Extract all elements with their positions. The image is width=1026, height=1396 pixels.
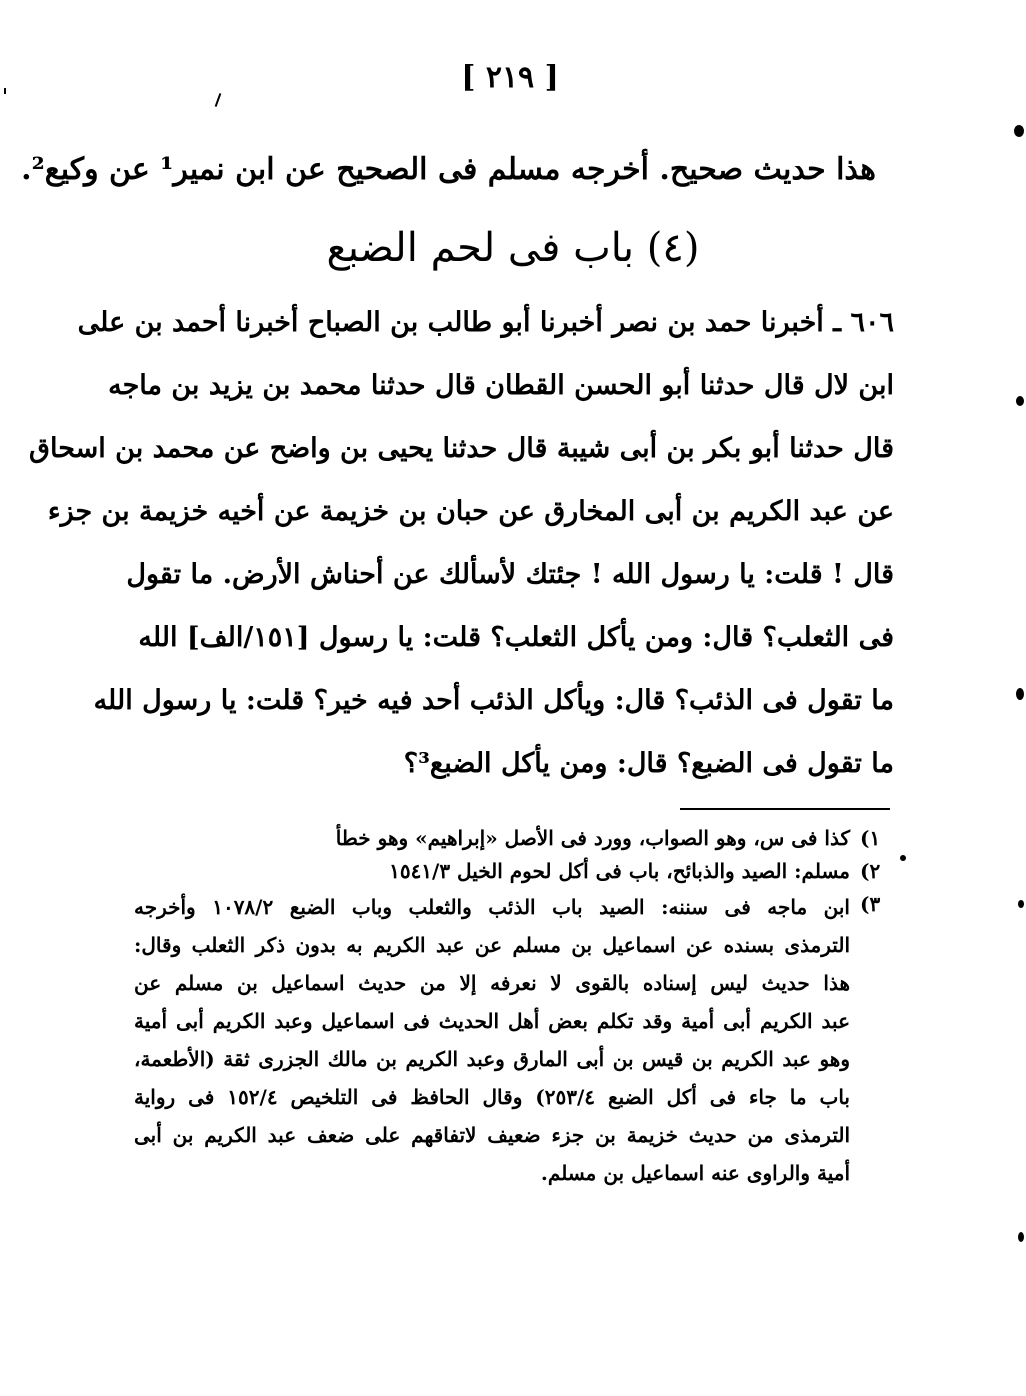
text-line: فى الثعلب؟ قال: ومن يأكل الثعلب؟ قلت: يا رسول [١٥١/الف] الله <box>138 622 894 653</box>
footnote-number: ٢) <box>860 859 881 883</box>
footnote-number: ١) <box>860 826 881 850</box>
text-line: قال ! قلت: يا رسول الله ! جئتك لأسألك عن أحناش الأرض. ما تقول <box>126 559 894 590</box>
footnote-line: عبد الكريم أبى أمية وقد تكلم بعض أهل الحديث فى اسماعيل وعبد الكريم أبى أمية <box>134 1009 851 1033</box>
scan-mark <box>1016 396 1024 406</box>
text-line: ما تقول فى الضبع؟ قال: ومن يأكل الضبع³؟ <box>403 748 894 779</box>
footnote-separator <box>680 808 890 810</box>
footnote <box>134 888 894 1192</box>
footnote-line: الترمذى بسنده عن اسماعيل بن مسلم عن عبد الكريم به بدون ذكر الثعلب وقال: <box>134 933 850 957</box>
intro-line: هذا حديث صحيح. أخرجه مسلم فى الصحيح عن ابن نمير¹ عن وكيع². <box>21 152 876 187</box>
text-line: قال حدثنا أبو بكر بن أبى شيبة قال حدثنا يحيى بن واضح عن محمد بن اسحاق <box>29 433 894 464</box>
footnote-line: كذا فى س، وهو الصواب، وورد فى الأصل «إبراهيم» وهو خطأ <box>335 826 850 850</box>
footnotes <box>134 822 894 1192</box>
text-line: ٦٠٦ ـ أخبرنا حمد بن نصر أخبرنا أبو طالب بن الصباح أخبرنا أحمد بن على <box>77 307 894 338</box>
text-line: ابن لال قال حدثنا أبو الحسن القطان قال حدثنا محمد بن يزيد بن ماجه <box>108 370 894 401</box>
page-number: [ ٢١٩ ] <box>461 60 559 95</box>
footnote-line: هذا حديث ليس إسناده بالقوى لا نعرفه إلا من حديث اسماعيل بن مسلم عن <box>134 971 850 995</box>
footnote <box>134 822 894 855</box>
scan-mark <box>1014 125 1024 137</box>
scan-mark <box>215 93 222 107</box>
footnote-line: وهو عبد الكريم بن قيس بن أبى المارق وعبد الكريم بن مالك الجزرى ثقة (الأطعمة، <box>134 1047 850 1071</box>
footnote <box>134 855 894 888</box>
scan-mark <box>1016 688 1024 700</box>
scan-mark <box>900 855 906 861</box>
footnote-line: مسلم: الصيد والذبائح، باب فى أكل لحوم الخيل ١٥٤١/٣ <box>389 859 850 883</box>
scan-mark <box>1018 900 1024 908</box>
scan-mark <box>1018 1232 1024 1242</box>
text-line: عن عبد الكريم بن أبى المخارق عن حبان بن خزيمة عن أخيه خزيمة بن جزء <box>47 496 894 527</box>
chapter-heading: (٤) باب فى لحم الضبع <box>326 225 700 271</box>
footnote-line: باب ما جاء فى أكل الضبع ٢٥٣/٤) وقال الحافظ فى التلخيص ١٥٢/٤ فى رواية <box>134 1085 850 1109</box>
hadith-text <box>29 298 894 802</box>
footnote-line: الترمذى من حديث خزيمة بن جزء ضعيف لاتفاقهم على ضعف عبد الكريم بن أبى <box>134 1123 850 1147</box>
scan-mark <box>4 88 6 94</box>
footnote-number: ٣) <box>860 892 881 916</box>
footnote-line: أمية والراوى عنه اسماعيل بن مسلم. <box>540 1161 850 1185</box>
text-line: ما تقول فى الذئب؟ قال: ويأكل الذئب أحد فيه خير؟ قلت: يا رسول الله <box>93 685 894 716</box>
footnote-line: ابن ماجه فى سننه: الصيد باب الذئب والثعلب وباب الضبع ١٠٧٨/٢ وأخرجه <box>134 895 850 919</box>
